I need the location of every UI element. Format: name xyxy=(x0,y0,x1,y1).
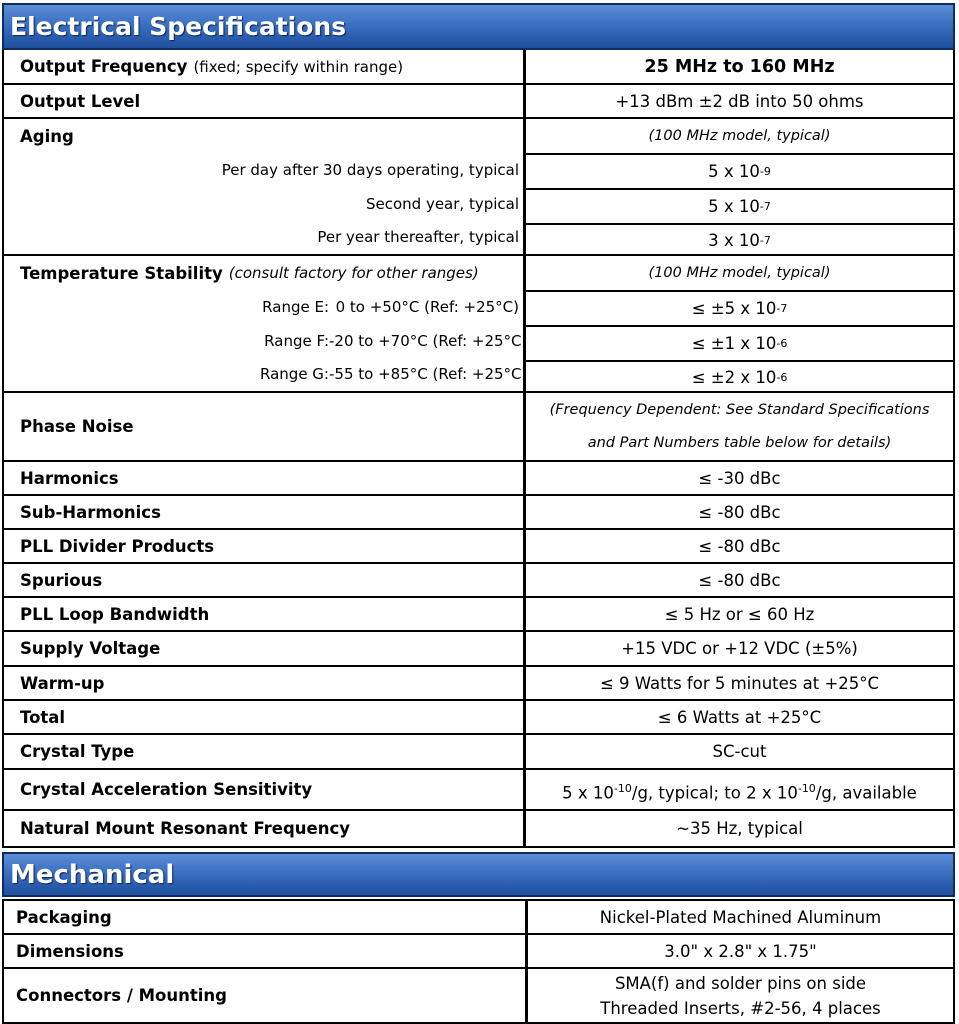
temperature-stability-note: (100 MHz model, typical) xyxy=(648,265,831,281)
harmonics-label: Harmonics xyxy=(20,468,119,488)
row-aging xyxy=(4,117,953,254)
spurious-label: Spurious xyxy=(20,570,103,590)
spurious-value: ≤ -80 dBc xyxy=(698,570,781,590)
connectors-value-line1: SMA(f) and solder pins on side xyxy=(614,973,867,993)
row-natural-mount xyxy=(4,809,953,846)
sub-harmonics-value: ≤ -80 dBc xyxy=(698,502,781,522)
row-crystal-type xyxy=(4,733,953,768)
pll-divider-value: ≤ -80 dBc xyxy=(698,536,781,556)
temperature-range-label: Range F:-20 to +70°C (Ref: +25°C) xyxy=(264,332,528,350)
aging-value: 5 x 10 -9 xyxy=(526,153,953,188)
phase-noise-note-line1: (Frequency Dependent: See Standard Specifications xyxy=(549,401,930,418)
row-temperature-stability xyxy=(4,254,953,391)
row-connectors xyxy=(4,967,953,1022)
aging-item-label: Second year, typical xyxy=(365,195,519,213)
temperature-range-label: Range G:-55 to +85°C (Ref: +25°C) xyxy=(260,365,528,383)
aging-item-label: Per year thereafter, typical xyxy=(317,228,519,246)
row-sub-harmonics xyxy=(4,494,953,528)
row-phase-noise xyxy=(4,391,953,460)
sub-harmonics-label: Sub-Harmonics xyxy=(20,502,161,522)
row-crystal-acceleration xyxy=(4,768,953,809)
natural-mount-label: Natural Mount Resonant Frequency xyxy=(20,819,351,838)
supply-voltage-label: Supply Voltage xyxy=(20,639,161,658)
temperature-stability-sublabel: (consult factory for other ranges) xyxy=(228,264,479,282)
packaging-value: Nickel-Plated Machined Aluminum xyxy=(599,907,882,927)
phase-noise-note-line2: and Part Numbers table below for details) xyxy=(587,434,892,451)
total-value: ≤ 6 Watts at +25°C xyxy=(657,707,822,727)
connectors-value-line2: Threaded Inserts, #2-56, 4 places xyxy=(600,998,881,1018)
crystal-type-value: SC-cut xyxy=(712,742,767,761)
packaging-label: Packaging xyxy=(16,907,112,927)
phase-noise-label: Phase Noise xyxy=(20,417,134,436)
total-label: Total xyxy=(20,707,66,727)
warm-up-label: Warm-up xyxy=(20,673,105,693)
output-frequency-value: 25 MHz to 160 MHz xyxy=(644,56,835,77)
row-dimensions xyxy=(4,933,953,967)
aging-item-label: Per day after 30 days operating, typical xyxy=(221,161,519,179)
output-level-value: +13 dBm ±2 dB into 50 ohms xyxy=(615,91,864,111)
row-output-frequency xyxy=(4,50,953,83)
aging-label: Aging xyxy=(20,126,74,146)
row-supply-voltage xyxy=(4,630,953,665)
row-spurious xyxy=(4,562,953,596)
temperature-range-label: Range E: 0 to +50°C (Ref: +25°C) xyxy=(262,298,519,316)
output-frequency-label: Output Frequency xyxy=(20,57,188,76)
output-level-label: Output Level xyxy=(20,91,141,111)
row-output-level xyxy=(4,83,953,117)
output-frequency-sublabel: (fixed; specify within range) xyxy=(193,57,404,76)
mechanical-section-header: Mechanical xyxy=(2,852,955,897)
supply-voltage-value: +15 VDC or +12 VDC (±5%) xyxy=(621,639,858,658)
row-pll-loop-bandwidth xyxy=(4,596,953,630)
electrical-section-header: Electrical Specifications xyxy=(2,3,955,50)
crystal-acceleration-value: 5 x $10^{-10}/g$, typical; to 2 x $10^{-10}/g$, available xyxy=(562,782,917,803)
row-pll-divider xyxy=(4,528,953,562)
dimensions-label: Dimensions xyxy=(16,941,124,961)
temperature-stability-label: Temperature Stability xyxy=(20,263,223,283)
row-harmonics xyxy=(4,460,953,494)
crystal-acceleration-label: Crystal Acceleration Sensitivity xyxy=(20,780,313,799)
temperature-stability-value: ≤ ±2 x 10 -6 xyxy=(526,360,953,393)
natural-mount-value: ~35 Hz, typical xyxy=(676,819,803,838)
connectors-label: Connectors / Mounting xyxy=(16,986,227,1005)
row-warm-up xyxy=(4,665,953,699)
harmonics-value: ≤ -30 dBc xyxy=(698,468,781,488)
pll-divider-label: PLL Divider Products xyxy=(20,536,215,556)
electrical-table xyxy=(2,50,955,848)
row-packaging xyxy=(4,901,953,933)
temperature-stability-value: ≤ ±1 x 10 -6 xyxy=(526,325,953,360)
aging-note: (100 MHz model, typical) xyxy=(648,128,831,144)
pll-loop-bandwidth-label: PLL Loop Bandwidth xyxy=(20,604,210,624)
row-total xyxy=(4,699,953,733)
pll-loop-bandwidth-value: ≤ 5 Hz or ≤ 60 Hz xyxy=(664,604,815,624)
temperature-stability-value: ≤ ±5 x 10 -7 xyxy=(526,290,953,325)
aging-value: 5 x 10 -7 xyxy=(526,188,953,223)
mechanical-table xyxy=(2,899,955,1024)
dimensions-value: 3.0" x 2.8" x 1.75" xyxy=(664,941,817,961)
warm-up-value: ≤ 9 Watts for 5 minutes at +25°C xyxy=(599,673,880,693)
aging-value: 3 x 10 -7 xyxy=(526,223,953,256)
crystal-type-label: Crystal Type xyxy=(20,742,135,761)
